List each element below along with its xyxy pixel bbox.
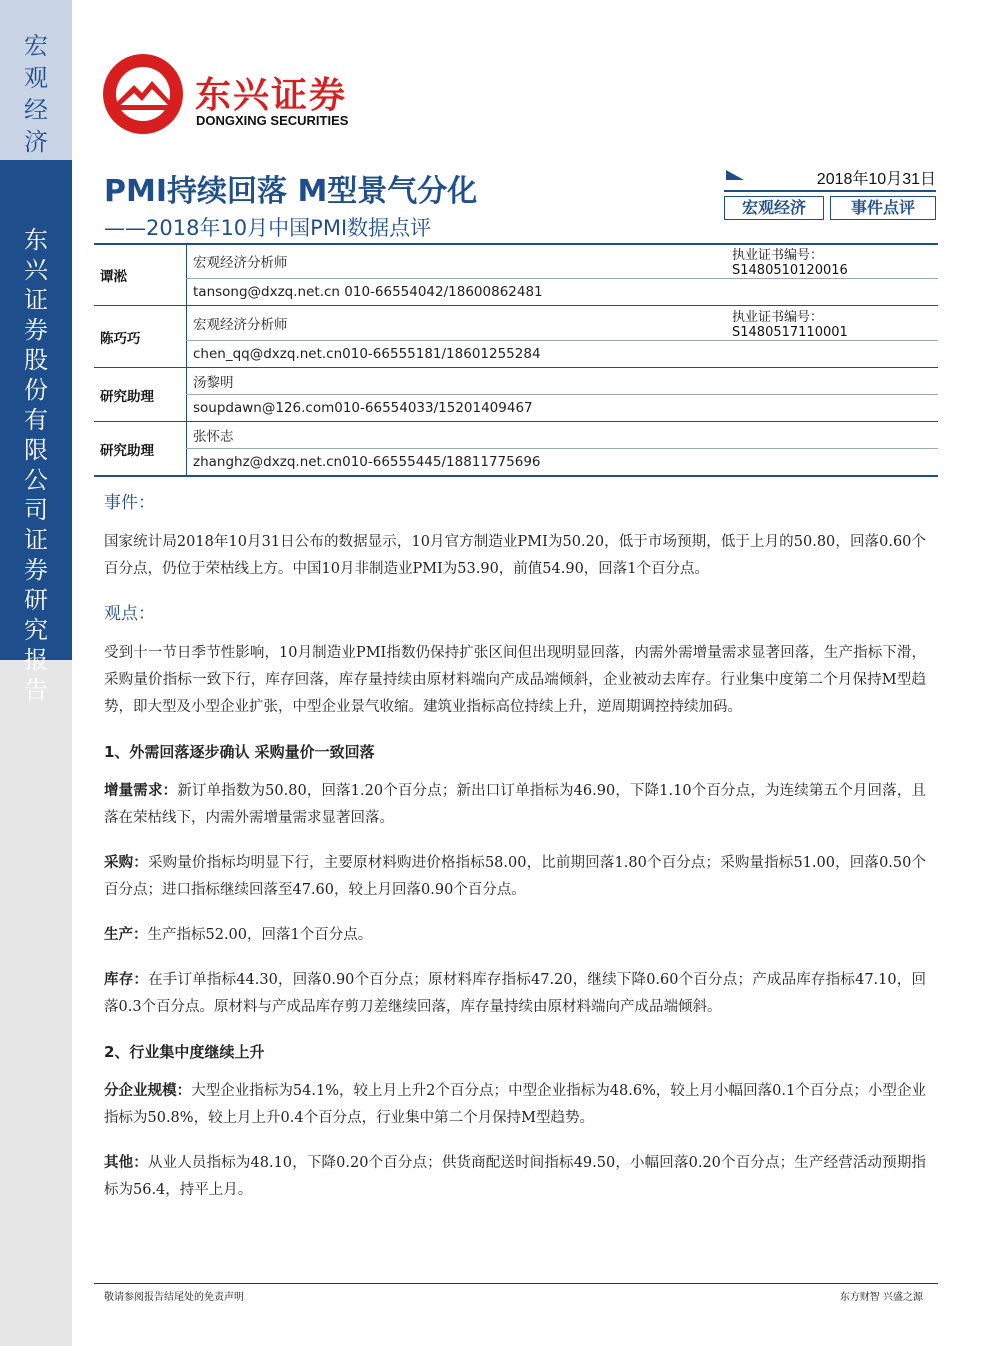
analyst-license bbox=[726, 306, 938, 341]
report-title: PMI持续回落 M型景气分化 bbox=[104, 174, 478, 209]
analyst-name: 研究助理 bbox=[94, 422, 187, 477]
sidebar-char: 份 bbox=[24, 376, 48, 404]
sidebar-company-label bbox=[16, 225, 56, 705]
sidebar-char: 究 bbox=[24, 616, 48, 644]
item-lead: 采购： bbox=[104, 855, 148, 871]
logo-chinese-name: 东兴证券 bbox=[195, 75, 348, 116]
tag-macro-economy: 宏观经济 bbox=[724, 196, 824, 220]
analyst-contact: tansong@dxzq.net.cn 010-66554042/18600862481 bbox=[187, 279, 939, 306]
license-number: S1480510120016 bbox=[732, 263, 848, 278]
table-row bbox=[94, 368, 938, 395]
footer-slogan: 东方财智 兴盛之源 bbox=[839, 1292, 923, 1303]
table-row bbox=[94, 422, 938, 449]
report-body bbox=[104, 490, 926, 1222]
section1-heading: 1、外需回落逐步确认 采购量价一致回落 bbox=[104, 743, 375, 761]
item-lead: 分企业规模： bbox=[104, 1083, 192, 1099]
section1-item bbox=[104, 967, 926, 1021]
item-lead: 库存： bbox=[104, 972, 149, 988]
view-paragraph: 受到十一节日季节性影响，10月制造业PMI指数仍保持扩张区间但出现明显回落，内需外需增量需求显著回落，生产指标下滑，采购量价指标一致下行，库存回落，库存量持续由原材料端向产成品端倾斜，企业被动去库存。行业集中度第二个月保持M型趋势，即大型及小型企业扩张，中型企业景气收缩。建筑业指标高位持续上升，逆周期调控持续加码。 bbox=[104, 645, 926, 715]
license-number: S1480517110001 bbox=[732, 325, 848, 340]
footer-divider bbox=[94, 1283, 938, 1284]
item-text: 在手订单指标44.30，回落0.90个百分点；原材料库存指标47.20，继续下降0.60个百分点；产成品库存指标47.10，回落0.3个百分点。原材料与产成品库存剪刀差继续回落，库存量持续由原材料端向产成品端倾斜。 bbox=[104, 972, 926, 1015]
sidebar-char: 证 bbox=[24, 286, 48, 314]
sidebar-char: 宏 bbox=[24, 32, 48, 60]
section1-item bbox=[104, 778, 926, 832]
table-row bbox=[94, 395, 938, 422]
logo-english-name: DONGXING SECURITIES bbox=[196, 113, 349, 128]
sidebar-char: 研 bbox=[24, 586, 48, 614]
tag-event-review: 事件点评 bbox=[830, 196, 936, 220]
item-text: 新订单指数为50.80，回落1.20个百分点；新出口订单指标为46.90，下降1.10个百分点，为连续第五个月回落，且落在荣枯线下，内需外需增量需求显著回落。 bbox=[104, 783, 927, 826]
item-lead: 生产： bbox=[104, 927, 148, 943]
sidebar-char: 东 bbox=[24, 226, 48, 254]
report-date: 2018年10月31日 bbox=[816, 171, 936, 188]
analyst-name: 谭淞 bbox=[94, 244, 187, 306]
item-text: 生产指标52.00，回落1个百分点。 bbox=[147, 927, 373, 943]
analyst-name: 研究助理 bbox=[94, 368, 187, 422]
section2-item bbox=[104, 1150, 926, 1204]
analyst-name: 陈巧巧 bbox=[94, 306, 187, 368]
event-heading: 事件： bbox=[104, 493, 155, 513]
event-paragraph: 国家统计局2018年10月31日公布的数据显示，10月官方制造业PMI为50.20，低于市场预期，低于上月的50.80，回落0.60个百分点，仍位于荣枯线上方。中国10月非制造业PMI为53.90，前值54.90，回落1个百分点。 bbox=[104, 534, 926, 577]
section1-item bbox=[104, 922, 926, 949]
analyst-contact: chen_qq@dxzq.net.cn010-66555181/18601255284 bbox=[187, 341, 939, 368]
sidebar-char: 经 bbox=[24, 96, 48, 124]
item-lead: 其他： bbox=[104, 1155, 148, 1171]
table-row bbox=[94, 341, 938, 368]
sidebar-char: 司 bbox=[24, 496, 48, 524]
sidebar-char: 观 bbox=[24, 64, 48, 92]
analyst-role: 汤黎明 bbox=[187, 368, 939, 395]
date-triangle-icon bbox=[726, 170, 744, 180]
table-row bbox=[94, 449, 938, 477]
license-label: 执业证书编号： bbox=[732, 310, 824, 325]
analyst-role: 张怀志 bbox=[187, 422, 939, 449]
sidebar-char: 股 bbox=[24, 346, 48, 374]
sidebar-bottom-band bbox=[0, 660, 72, 1346]
sidebar-category-label bbox=[18, 30, 54, 158]
analyst-table bbox=[94, 244, 938, 477]
date-box bbox=[724, 166, 936, 218]
analyst-contact: zhanghz@dxzq.net.cn010-66555445/18811775696 bbox=[187, 449, 939, 477]
table-row bbox=[94, 306, 938, 341]
sidebar-char: 报 bbox=[24, 646, 48, 674]
date-divider bbox=[724, 190, 936, 192]
sidebar-char: 券 bbox=[24, 316, 48, 344]
analyst-role: 宏观经济分析师 bbox=[187, 244, 727, 279]
table-row bbox=[94, 244, 938, 279]
table-row bbox=[94, 279, 938, 306]
section1-item bbox=[104, 850, 926, 904]
license-label: 执业证书编号： bbox=[732, 248, 824, 263]
report-subtitle: ——2018年10月中国PMI数据点评 bbox=[104, 216, 432, 240]
sidebar-char: 证 bbox=[24, 526, 48, 554]
section2-heading: 2、行业集中度继续上升 bbox=[104, 1043, 265, 1061]
analyst-license bbox=[726, 244, 938, 279]
sidebar-char: 限 bbox=[24, 436, 48, 464]
sidebar bbox=[0, 0, 72, 1346]
analyst-role: 宏观经济分析师 bbox=[187, 306, 727, 341]
sidebar-char: 公 bbox=[24, 466, 48, 494]
item-text: 从业人员指标为48.10，下降0.20个百分点；供货商配送时间指标49.50，小幅回落0.20个百分点；生产经营活动预期指标为56.4，持平上月。 bbox=[104, 1155, 927, 1198]
sidebar-char: 兴 bbox=[24, 256, 48, 284]
section2-item bbox=[104, 1078, 926, 1132]
company-logo bbox=[100, 55, 370, 135]
logo-emblem-icon bbox=[100, 51, 186, 137]
sidebar-char: 告 bbox=[24, 676, 48, 704]
item-lead: 增量需求： bbox=[104, 783, 178, 799]
sidebar-char: 有 bbox=[24, 406, 48, 434]
item-text: 大型企业指标为54.1%，较上月上升2个百分点；中型企业指标为48.6%，较上月小幅回落0.1个百分点；小型企业指标为50.8%，较上月上升0.4个百分点，行业集中第二个月保持M型趋势。 bbox=[104, 1083, 926, 1126]
sidebar-char: 券 bbox=[24, 556, 48, 584]
view-heading: 观点： bbox=[104, 604, 155, 624]
analyst-contact: soupdawn@126.com010-66554033/15201409467 bbox=[187, 395, 939, 422]
footer-disclaimer: 敬请参阅报告结尾处的免责声明 bbox=[104, 1292, 244, 1303]
sidebar-char: 济 bbox=[24, 128, 48, 156]
item-text: 采购量价指标均明显下行，主要原材料购进价格指标58.00，比前期回落1.80个百分点；采购量指标51.00，回落0.50个百分点；进口指标继续回落至47.60，较上月回落0.90个百分点。 bbox=[104, 855, 927, 898]
